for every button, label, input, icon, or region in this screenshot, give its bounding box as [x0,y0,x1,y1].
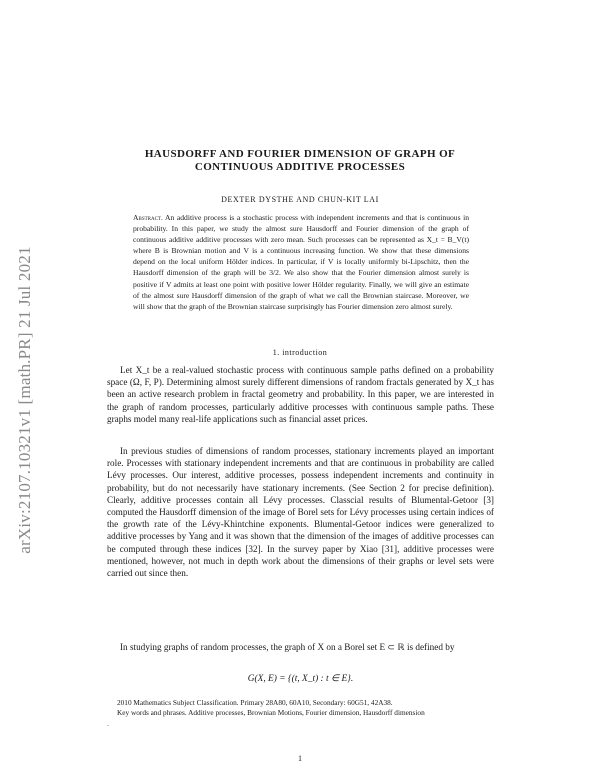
abstract-label: Abstract. [133,213,163,222]
paper-authors: DEXTER DYSTHE AND CHUN-KIT LAI [221,195,379,204]
abstract-text: An additive process is a stochastic process with independent increments and that is continuous in probability. In this paper, we study the almost sure Hausdorff and Fourier dimension of the graph of continuous additive additive processes with zero mean. Such processes can be represented as X_t = B_V(t) where B is Brownian motion and V is a continuous increasing function. We show that these dimensions depend on the local uniform Hölder indices. In particular, if V is locally uniformly bi-Lipschitz, then the Hausdorff dimension of the graph will be 3/2. We also show that the Fourier dimension almost surely is positive if V admits at least one point with positive lower Hölder regularity. Finally, we will give an estimate of the almost sure Hausdorff dimension of the graph of what we call the Brownian staircase. Moreover, we will show that the graph of the Brownian staircase surprisingly has Fourier dimension zero almost surely. [133,213,470,311]
page-number: 1 [298,754,302,763]
footnote-msc: 2010 Mathematics Subject Classification. Primary 28A80, 60A10, Secondary: 60G51, 42A38. [117,698,393,707]
paper-title-line-2: CONTINUOUS ADDITIVE PROCESSES [194,161,406,173]
section-heading: 1. introduction [272,348,328,357]
body-paragraph-1: Let X_t be a real-valued stochastic process with continuous sample paths defined on a probability space (Ω, F, P). Determining almost surely different dimensions of random fractals generated by X_t has been an active research problem in fractal geometry and probability. In this paper, we are interested in the graph of random processes, particularly additive processes with continuous sample paths. These graphs model many real-life applications such as financial asset prices. [107,365,494,424]
footnote-keywords: Key words and phrases. Additive processes, Brownian Motions, Fourier dimension, Hausdorff dimension [117,708,425,717]
body-paragraph-3: In studying graphs of random processes, the graph of X on a Borel set E ⊂ ℝ is defined by [120,642,455,652]
trailing-dot: . [107,721,109,728]
arxiv-sidebar [10,200,40,600]
abstract-block [133,212,469,312]
graph-equation: G(X, E) = {(t, X_t) : t ∈ E}. [247,674,354,684]
arxiv-identifier: arXiv:2107.10321v1 [math.PR] 21 Jul 2021 [15,246,34,554]
body-paragraph-2: In previous studies of dimensions of random processes, stationary increments played an important role. Processes with stationary independent increments and that are continuous in probability are called Lévy processes. Our interest, additive processes, possess independent increments and continuity in probability, but do not necessarily have stationary increments. (See Section 2 for precise definition). Clearly, additive processes contain all Lévy processes. Classcial results of Blumental-Getoor [3] computed the Hausdorff dimension of the image of Borel sets for Lévy processes using certain indices of the growth rate of the Lévy-Khintchine exponents. Blumental-Getoor indices were generalized to additive processes by Yang and it was shown that the dimension of the images of additive processes can be computed through these indices [32]. In the survey paper by Xiao [31], additive processes were mentioned, however, not much in depth work about the dimensions of their graphs or level sets were carried out since then. [107,446,494,579]
paper-title-line-1: HAUSDORFF AND FOURIER DIMENSION OF GRAPH OF [144,148,456,160]
